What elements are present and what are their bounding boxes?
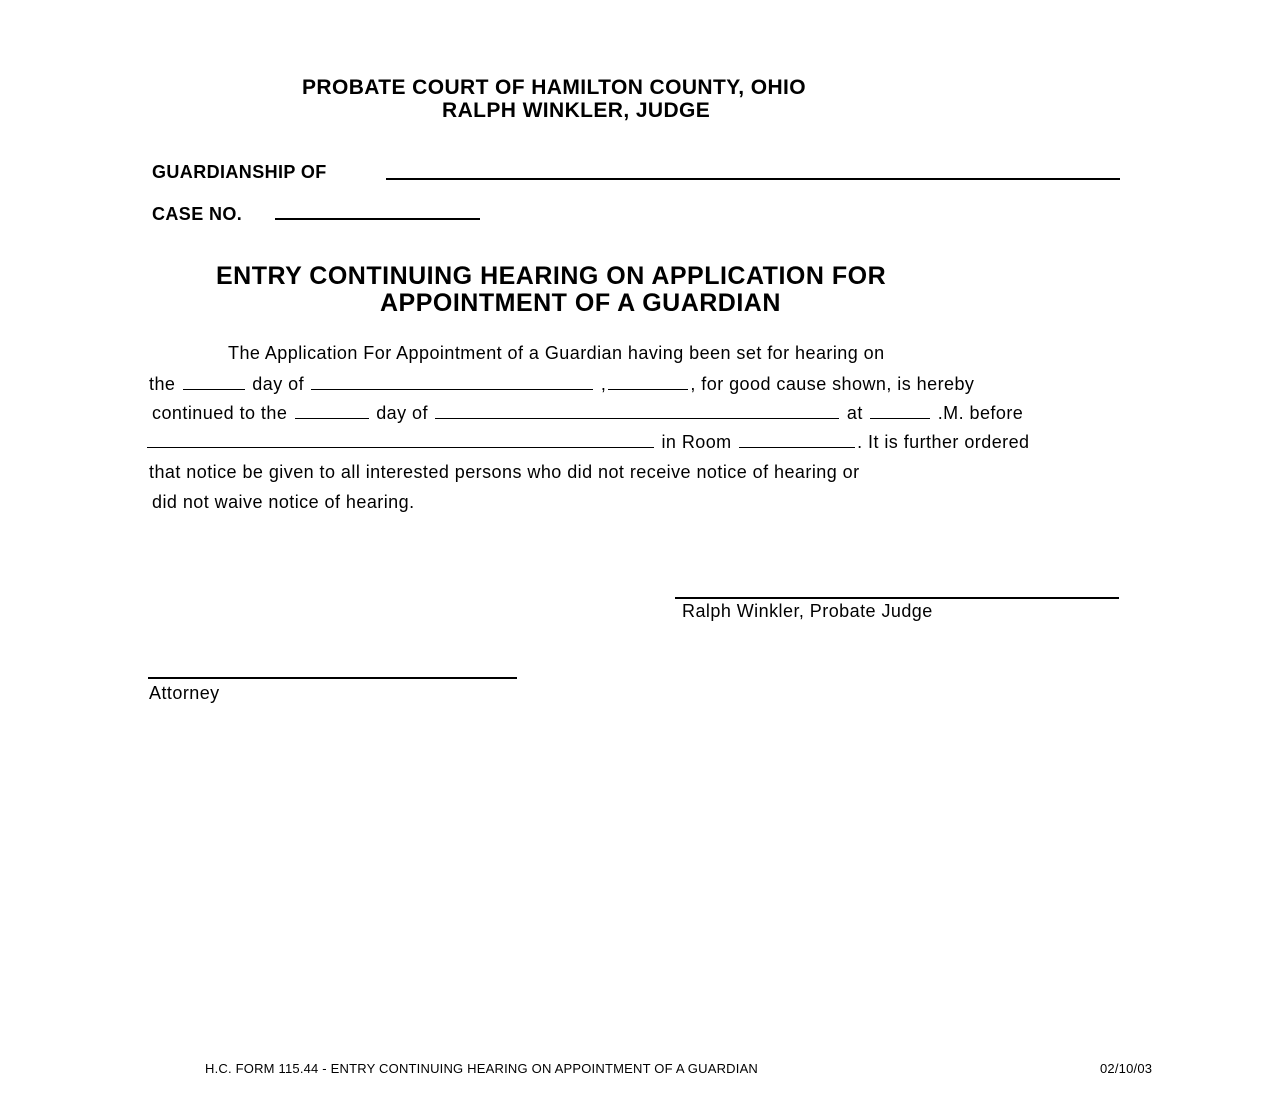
body-line-2 [149,374,974,395]
magistrate-name-field[interactable] [147,432,654,448]
room-number-field[interactable] [739,432,855,448]
original-day-field[interactable] [183,374,245,390]
entry-title-line-2: APPOINTMENT OF A GUARDIAN [380,289,781,317]
original-month-field[interactable] [311,374,593,390]
body-line-2-good-cause: , for good cause shown, is hereby [690,374,975,394]
body-line-2-comma: , [600,374,607,394]
body-line-6: did not waive notice of hearing. [152,492,415,512]
body-line-2-the: the [149,374,176,394]
form-date-footer: 02/10/03 [1100,1061,1153,1076]
guardianship-label: GUARDIANSHIP OF [152,162,327,182]
body-line-4-further-ordered: . It is further ordered [857,432,1030,452]
body-line-4 [147,432,1030,453]
hearing-time-field[interactable] [870,403,930,419]
attorney-signature-caption: Attorney [149,683,220,703]
body-line-1: The Application For Appointment of a Guardian having been set for hearing on [228,343,885,363]
body-line-3-continued: continued to the [152,403,288,423]
judge-name-header: RALPH WINKLER, JUDGE [442,99,711,122]
judge-signature-line[interactable] [675,597,1119,599]
judge-signature-caption: Ralph Winkler, Probate Judge [682,601,933,621]
case-no-label: CASE NO. [152,204,243,224]
continued-day-field[interactable] [295,403,369,419]
body-line-3-at: at [846,403,863,423]
body-line-3 [152,403,1023,424]
continued-month-year-field[interactable] [435,403,839,419]
body-line-4-in-room: in Room [661,432,732,452]
body-line-2-day-of: day of [252,374,305,394]
case-no-field[interactable] [275,218,480,220]
form-number-footer: H.C. FORM 115.44 - ENTRY CONTINUING HEARING ON APPOINTMENT OF A GUARDIAN [205,1061,759,1076]
entry-title-line-1: ENTRY CONTINUING HEARING ON APPLICATION FOR [216,262,887,290]
body-line-3-day-of: day of [376,403,428,423]
guardianship-name-field[interactable] [386,178,1120,180]
attorney-signature-line[interactable] [148,677,517,679]
body-line-5: that notice be given to all interested persons who did not receive notice of hearing or [149,462,860,482]
body-line-3-m-before: .M. before [937,403,1024,423]
original-year-field[interactable] [608,374,688,390]
court-name: PROBATE COURT OF HAMILTON COUNTY, OHIO [302,76,807,99]
